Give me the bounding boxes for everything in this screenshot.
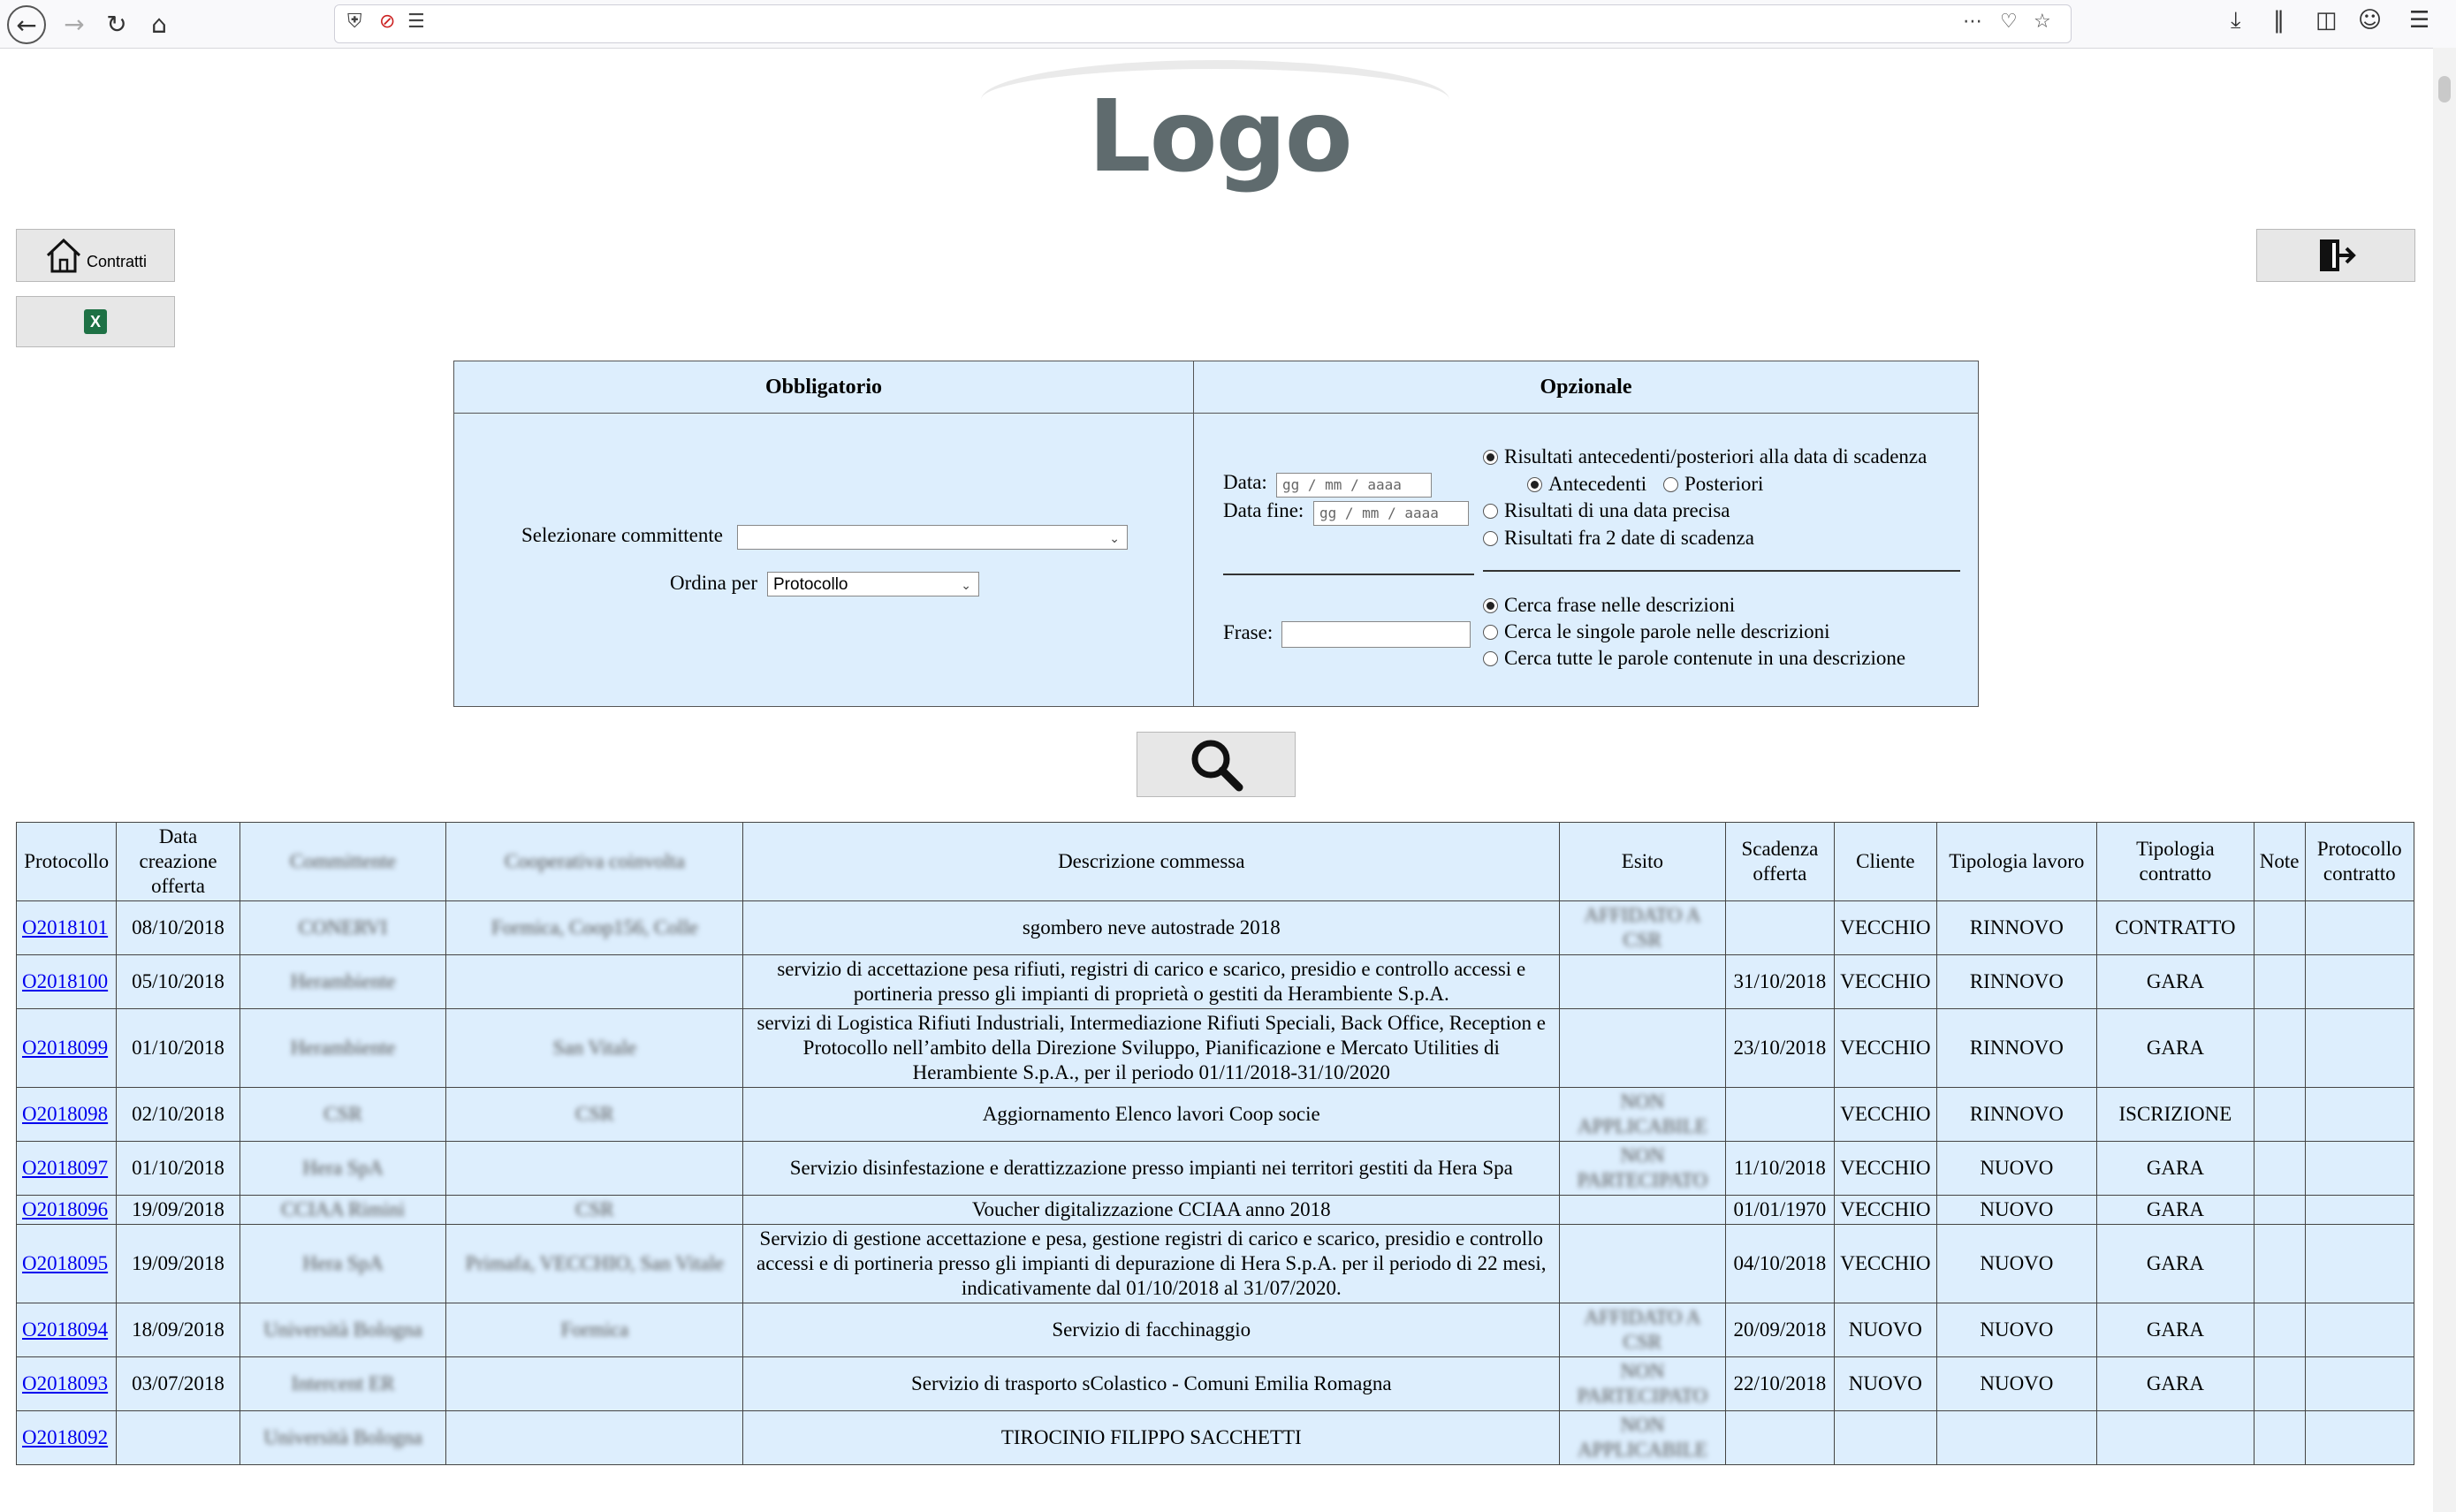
cell-protocollo xyxy=(17,1009,117,1088)
cell-tipologia-lavoro: NUOVO xyxy=(1936,1142,2097,1196)
table-row xyxy=(17,1142,2414,1196)
cell-descrizione: Servizio di facchinaggio xyxy=(743,1303,1560,1357)
cell-note xyxy=(2254,901,2305,955)
cell-data: 19/09/2018 xyxy=(117,1196,240,1225)
col-esito[interactable]: Esito xyxy=(1560,823,1726,901)
cell-descrizione: Servizio di gestione accettazione e pesa, gestione registri di carico e scarico, presidio e controllo accessi e di portineria presso gli impianti di depurazione di Hera S.p.A. per il periodo di 22 mesi, indicativamente dal 01/10/2018 al 31/07/2020. xyxy=(743,1225,1560,1303)
cell-cooperativa: CSR xyxy=(446,1088,743,1142)
cell-cliente: VECCHIO xyxy=(1835,1225,1937,1303)
cell-cliente: VECCHIO xyxy=(1835,1196,1937,1225)
cell-committente: CONERVI xyxy=(240,901,446,955)
protocollo-link[interactable]: O2018099 xyxy=(22,1037,109,1059)
cell-cliente: VECCHIO xyxy=(1835,1088,1937,1142)
cell-tipologia-contratto: GARA xyxy=(2097,1142,2255,1196)
cell-esito: NON APPLICABILE xyxy=(1560,1088,1726,1142)
magnifier-icon xyxy=(1188,736,1244,793)
cell-data: 01/10/2018 xyxy=(117,1142,240,1196)
cell-note xyxy=(2254,1357,2305,1411)
radio-cerca-frase-label: Cerca frase nelle descrizioni xyxy=(1504,594,1736,616)
table-header-row xyxy=(17,823,2414,901)
cell-protocollo-contratto xyxy=(2305,1088,2414,1142)
cell-esito: AFFIDATO A CSR xyxy=(1560,1303,1726,1357)
cell-cooperativa xyxy=(446,1357,743,1411)
cell-data xyxy=(117,1411,240,1465)
data-fine-input[interactable]: gg / mm / aaaa xyxy=(1313,501,1469,526)
cell-tipologia-contratto: GARA xyxy=(2097,1009,2255,1088)
cell-scadenza xyxy=(1725,1411,1834,1465)
radio-cerca-singole-label: Cerca le singole parole nelle descrizioni xyxy=(1504,620,1830,642)
cell-cooperativa xyxy=(446,1411,743,1465)
cell-esito: AFFIDATO A CSR xyxy=(1560,901,1726,955)
cell-esito xyxy=(1560,955,1726,1009)
radio-data-precisa[interactable] xyxy=(1483,504,1498,519)
cell-protocollo-contratto xyxy=(2305,901,2414,955)
col-tipologia-contratto[interactable]: Tipologia contratto xyxy=(2097,823,2255,901)
col-cliente[interactable]: Cliente xyxy=(1835,823,1937,901)
tracking-off-icon[interactable]: ⊘ xyxy=(379,11,396,33)
protocollo-link[interactable]: O2018092 xyxy=(22,1426,109,1448)
results-body xyxy=(17,901,2414,1465)
cell-protocollo-contratto xyxy=(2305,1196,2414,1225)
radio-cerca-tutte-label: Cerca tutte le parole contenute in una descrizione xyxy=(1504,647,1906,669)
radio-data-precisa-label: Risultati di una data precisa xyxy=(1504,499,1730,521)
table-row xyxy=(17,1411,2414,1465)
col-data-creazione[interactable]: Data creazione offerta xyxy=(117,823,240,901)
cell-esito: NON PARTECIPATO xyxy=(1560,1357,1726,1411)
committente-label: Selezionare committente xyxy=(521,524,723,546)
cell-tipologia-lavoro: NUOVO xyxy=(1936,1225,2097,1303)
cell-tipologia-contratto: GARA xyxy=(2097,1303,2255,1357)
radio-cerca-singole[interactable] xyxy=(1483,625,1498,640)
radio-cerca-frase[interactable] xyxy=(1483,598,1498,613)
chevron-down-icon: ⌄ xyxy=(961,578,971,592)
export-excel-button[interactable] xyxy=(16,296,175,347)
protocollo-link[interactable]: O2018096 xyxy=(22,1198,109,1220)
table-row xyxy=(17,1357,2414,1411)
cell-protocollo xyxy=(17,1196,117,1225)
cell-note xyxy=(2254,1196,2305,1225)
cell-descrizione: Servizio disinfestazione e derattizzazione presso impianti nei territori gestiti da Hera Spa xyxy=(743,1142,1560,1196)
cell-descrizione: Servizio di trasporto sColastico - Comuni Emilia Romagna xyxy=(743,1357,1560,1411)
column-divider xyxy=(1193,361,1194,706)
cell-protocollo xyxy=(17,1303,117,1357)
cell-scadenza: 20/09/2018 xyxy=(1725,1303,1834,1357)
cell-committente: Hera SpA xyxy=(240,1142,446,1196)
cell-tipologia-contratto: CONTRATTO xyxy=(2097,901,2255,955)
cell-tipologia-contratto: GARA xyxy=(2097,1357,2255,1411)
table-row xyxy=(17,901,2414,955)
cell-esito: NON PARTECIPATO xyxy=(1560,1142,1726,1196)
radio-antecedenti-label: Antecedenti xyxy=(1548,473,1647,495)
account-icon[interactable]: ☺ xyxy=(2358,7,2383,34)
cell-cliente: NUOVO xyxy=(1835,1303,1937,1357)
cell-note xyxy=(2254,1088,2305,1142)
cell-scadenza: 04/10/2018 xyxy=(1725,1225,1834,1303)
home-icon[interactable]: ⌂ xyxy=(151,9,167,39)
search-button[interactable] xyxy=(1137,732,1296,797)
cell-cliente xyxy=(1835,1411,1937,1465)
order-label: Ordina per xyxy=(670,572,757,594)
shield-icon[interactable]: ⛨ xyxy=(347,11,362,33)
cell-protocollo xyxy=(17,901,117,955)
col-note[interactable]: Note xyxy=(2254,823,2305,901)
search-form xyxy=(453,361,1979,707)
cell-protocollo xyxy=(17,1357,117,1411)
scrollbar-thumb[interactable] xyxy=(2438,76,2451,103)
table-row xyxy=(17,1303,2414,1357)
table-row xyxy=(17,1009,2414,1088)
cell-cliente: VECCHIO xyxy=(1835,901,1937,955)
cell-tipologia-lavoro: RINNOVO xyxy=(1936,901,2097,955)
cell-protocollo xyxy=(17,955,117,1009)
menu-icon[interactable]: ☰ xyxy=(2409,7,2430,34)
back-icon[interactable]: ← xyxy=(7,5,46,44)
cell-scadenza: 31/10/2018 xyxy=(1725,955,1834,1009)
radio-posteriori[interactable] xyxy=(1663,477,1678,492)
cell-esito: NON APPLICABILE xyxy=(1560,1411,1726,1465)
cell-cooperativa: Formica, Coop156, Colle xyxy=(446,901,743,955)
col-scadenza[interactable]: Scadenza offerta xyxy=(1725,823,1834,901)
cell-note xyxy=(2254,1142,2305,1196)
col-cooperativa[interactable]: Cooperativa coinvolta xyxy=(446,823,743,901)
chevron-down-icon: ⌄ xyxy=(1109,531,1120,545)
radio-due-date[interactable] xyxy=(1483,531,1498,546)
cell-protocollo xyxy=(17,1142,117,1196)
table-row xyxy=(17,1196,2414,1225)
cell-tipologia-lavoro: RINNOVO xyxy=(1936,955,2097,1009)
browser-toolbar xyxy=(0,0,2456,49)
radio-due-date-label: Risultati fra 2 date di scadenza xyxy=(1504,527,1754,549)
order-value: Protocollo xyxy=(773,575,848,594)
cell-descrizione: servizio di accettazione pesa rifiuti, registri di carico e scarico, presidio e controllo accessi e portineria presso gli impianti di proprietà o gestiti da Herambiente S.p.A. xyxy=(743,955,1560,1009)
optional-header: Opzionale xyxy=(1194,361,1978,414)
cell-note xyxy=(2254,1411,2305,1465)
cell-scadenza: 11/10/2018 xyxy=(1725,1142,1834,1196)
cell-protocollo-contratto xyxy=(2305,1225,2414,1303)
cell-tipologia-contratto: ISCRIZIONE xyxy=(2097,1088,2255,1142)
cell-note xyxy=(2254,1225,2305,1303)
cell-protocollo-contratto xyxy=(2305,955,2414,1009)
more-icon[interactable]: ⋯ xyxy=(1963,11,1982,33)
cell-cooperativa: Primafa, VECCHIO, San Vitale xyxy=(446,1225,743,1303)
cell-esito xyxy=(1560,1225,1726,1303)
cell-committente: Herambiente xyxy=(240,1009,446,1088)
cell-cooperativa: Formica xyxy=(446,1303,743,1357)
protocollo-link[interactable]: O2018100 xyxy=(22,970,109,992)
cell-esito xyxy=(1560,1196,1726,1225)
cell-data: 05/10/2018 xyxy=(117,955,240,1009)
cell-committente: Università Bologna xyxy=(240,1303,446,1357)
protocollo-link[interactable]: O2018093 xyxy=(22,1372,109,1394)
protocollo-link[interactable]: O2018097 xyxy=(22,1157,109,1179)
cell-committente: Università Bologna xyxy=(240,1411,446,1465)
radio-posteriori-label: Posteriori xyxy=(1684,473,1764,495)
cell-descrizione: Aggiornamento Elenco lavori Coop socie xyxy=(743,1088,1560,1142)
logout-icon xyxy=(2315,236,2357,275)
cell-note xyxy=(2254,1009,2305,1088)
pocket-icon[interactable]: ♡ xyxy=(2000,11,2018,33)
cell-tipologia-lavoro: RINNOVO xyxy=(1936,1088,2097,1142)
cell-committente: Hera SpA xyxy=(240,1225,446,1303)
cell-descrizione: sgombero neve autostrade 2018 xyxy=(743,901,1560,955)
radio-cerca-tutte[interactable] xyxy=(1483,651,1498,666)
cell-cooperativa: San Vitale xyxy=(446,1009,743,1088)
cell-data: 03/07/2018 xyxy=(117,1357,240,1411)
sidebar-icon[interactable]: ◫ xyxy=(2315,7,2338,34)
table-row xyxy=(17,1225,2414,1303)
mandatory-header: Obbligatorio xyxy=(454,361,1193,414)
logout-button[interactable] xyxy=(2256,229,2415,282)
committente-select[interactable] xyxy=(737,525,1128,550)
cell-tipologia-lavoro: NUOVO xyxy=(1936,1196,2097,1225)
cell-tipologia-contratto: GARA xyxy=(2097,1196,2255,1225)
cell-cliente: VECCHIO xyxy=(1835,1142,1937,1196)
col-committente[interactable]: Committente xyxy=(240,823,446,901)
cell-tipologia-lavoro: RINNOVO xyxy=(1936,1009,2097,1088)
cell-scadenza xyxy=(1725,1088,1834,1142)
divider-right xyxy=(1483,570,1960,572)
protocollo-link[interactable]: O2018095 xyxy=(22,1252,109,1274)
cell-protocollo xyxy=(17,1411,117,1465)
col-protocollo[interactable]: Protocollo xyxy=(17,823,117,901)
cell-descrizione: Voucher digitalizzazione CCIAA anno 2018 xyxy=(743,1196,1560,1225)
cell-tipologia-lavoro: NUOVO xyxy=(1936,1357,2097,1411)
cell-protocollo xyxy=(17,1088,117,1142)
library-icon[interactable]: ‖ xyxy=(2273,7,2285,34)
cell-committente: CSR xyxy=(240,1088,446,1142)
permissions-icon[interactable]: ☰ xyxy=(407,11,425,33)
cell-data: 19/09/2018 xyxy=(117,1225,240,1303)
cell-protocollo-contratto xyxy=(2305,1009,2414,1088)
data-input[interactable]: gg / mm / aaaa xyxy=(1276,473,1432,498)
protocollo-link[interactable]: O2018098 xyxy=(22,1103,109,1125)
cell-committente: Herambiente xyxy=(240,955,446,1009)
cell-committente: CCIAA Rimini xyxy=(240,1196,446,1225)
col-protocollo-contratto[interactable]: Protocollo contratto xyxy=(2305,823,2414,901)
cell-tipologia-lavoro: NUOVO xyxy=(1936,1303,2097,1357)
cell-data: 01/10/2018 xyxy=(117,1009,240,1088)
cell-cooperativa xyxy=(446,955,743,1009)
reload-icon[interactable]: ↻ xyxy=(106,9,127,39)
col-tipologia-lavoro[interactable]: Tipologia lavoro xyxy=(1936,823,2097,901)
cell-data: 02/10/2018 xyxy=(117,1088,240,1142)
frase-label: Frase: xyxy=(1223,621,1274,643)
bookmark-star-icon[interactable]: ☆ xyxy=(2034,11,2051,33)
cell-cooperativa: CSR xyxy=(446,1196,743,1225)
cell-protocollo-contratto xyxy=(2305,1357,2414,1411)
download-icon[interactable]: ⤓ xyxy=(2231,7,2241,34)
house-icon xyxy=(44,236,83,275)
cell-tipologia-contratto: GARA xyxy=(2097,1225,2255,1303)
protocollo-link[interactable]: O2018094 xyxy=(22,1318,109,1341)
cell-cooperativa xyxy=(446,1142,743,1196)
cell-descrizione: TIROCINIO FILIPPO SACCHETTI xyxy=(743,1411,1560,1465)
cell-scadenza: 01/01/1970 xyxy=(1725,1196,1834,1225)
radio-antecedenti-posteriori-label: Risultati antecedenti/posteriori alla data di scadenza xyxy=(1504,445,1928,467)
cell-scadenza: 23/10/2018 xyxy=(1725,1009,1834,1088)
frase-input[interactable] xyxy=(1281,621,1471,648)
cell-data: 18/09/2018 xyxy=(117,1303,240,1357)
cell-scadenza xyxy=(1725,901,1834,955)
data-fine-label: Data fine: xyxy=(1223,499,1304,521)
cell-protocollo-contratto xyxy=(2305,1142,2414,1196)
excel-icon: X xyxy=(84,309,107,334)
cell-note xyxy=(2254,1303,2305,1357)
data-label: Data: xyxy=(1223,471,1267,493)
table-row xyxy=(17,955,2414,1009)
page-scrollbar[interactable] xyxy=(2433,48,2456,1512)
cell-protocollo xyxy=(17,1225,117,1303)
cell-descrizione: servizi di Logistica Rifiuti Industriali, Intermediazione Rifiuti Speciali, Back Office, Reception e Protocollo nell’ambito della Direzione Sviluppo, Pianificazione e Mercato Utilities di Herambiente S.p.A., per il periodo 01/11/2018-31/10/2020 xyxy=(743,1009,1560,1088)
logo: Logo xyxy=(1088,80,1351,194)
radio-antecedenti-posteriori[interactable] xyxy=(1483,450,1498,465)
cell-protocollo-contratto xyxy=(2305,1411,2414,1465)
cell-protocollo-contratto xyxy=(2305,1303,2414,1357)
cell-note xyxy=(2254,955,2305,1009)
cell-tipologia-contratto xyxy=(2097,1411,2255,1465)
protocollo-link[interactable]: O2018101 xyxy=(22,916,109,938)
col-descrizione[interactable]: Descrizione commessa xyxy=(743,823,1560,901)
divider-left xyxy=(1223,574,1474,575)
table-row xyxy=(17,1088,2414,1142)
cell-cliente: NUOVO xyxy=(1835,1357,1937,1411)
cell-scadenza: 22/10/2018 xyxy=(1725,1357,1834,1411)
results-table xyxy=(16,822,2414,1465)
url-bar[interactable] xyxy=(334,4,2072,43)
cell-data: 08/10/2018 xyxy=(117,901,240,955)
order-select[interactable] xyxy=(767,572,979,596)
forward-icon[interactable]: → xyxy=(64,9,85,39)
cell-committente: Intercent ER xyxy=(240,1357,446,1411)
cell-tipologia-contratto: GARA xyxy=(2097,955,2255,1009)
cell-tipologia-lavoro xyxy=(1936,1411,2097,1465)
cell-esito xyxy=(1560,1009,1726,1088)
radio-antecedenti[interactable] xyxy=(1527,477,1542,492)
cell-cliente: VECCHIO xyxy=(1835,1009,1937,1088)
contratti-label: Contratti xyxy=(86,252,148,270)
cell-cliente: VECCHIO xyxy=(1835,955,1937,1009)
contratti-home-button[interactable] xyxy=(16,229,175,282)
